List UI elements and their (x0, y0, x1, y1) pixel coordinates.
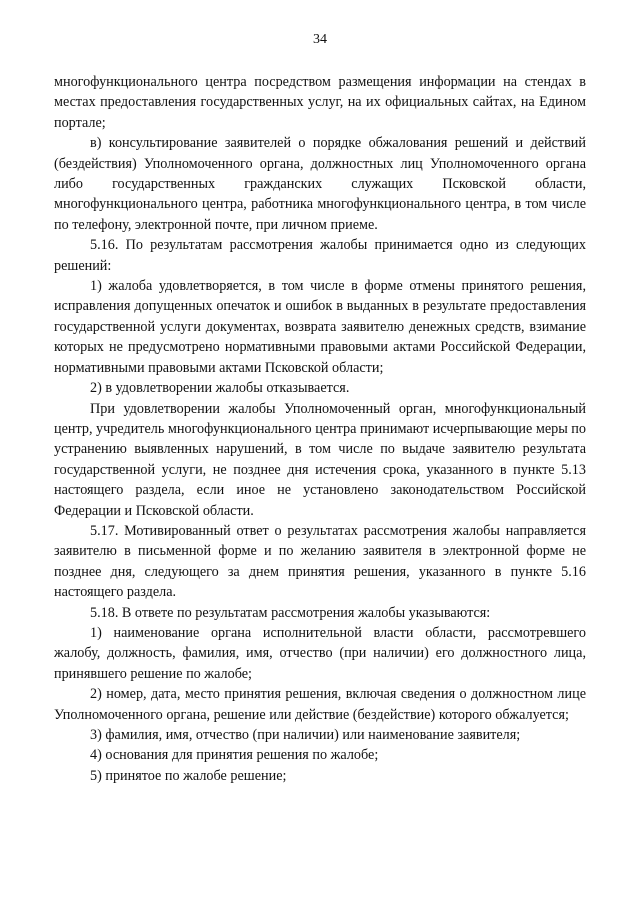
paragraph-item-v: в) консультирование заявителей о порядке обжалования решений и действий (бездействия) Уполномоченного органа, должностных лиц Уполномоченного органа либо государственных гражданских служащих Псковской области, многофункционального центра, работника многофункционального центра, в том числе по телефону, электронной почте, при личном приеме. (54, 135, 586, 233)
paragraph-5-16-item-2: 2) в удовлетворении жалобы отказывается. (90, 380, 350, 397)
document-body (54, 72, 586, 786)
paragraph-5-16-item-1: 1) жалоба удовлетворяется, в том числе в форме отмены принятого решения, исправления допущенных опечаток и ошибок в выданных в результате предоставления государственной услуги документах, возврата заявителю денежных средств, взимание которых не предусмотрено нормативными правовыми актами Российской Федерации, нормативными правовыми актами Псковской области; (54, 278, 586, 376)
paragraph-satisfaction: При удовлетворении жалобы Уполномоченный орган, многофункциональный центр, учредитель многофункционального центра принимают исчерпывающие меры по устранению выявленных нарушений, в том числе по выдаче заявителю результата государственной услуги, не позднее дня истечения срока, указанного в пункте 5.13 настоящего раздела, если иное не установлено законодательством Российской Федерации и Псковской области. (54, 400, 586, 519)
paragraph-5-18-item-4: 4) основания для принятия решения по жалобе; (90, 747, 379, 764)
page-number: 34 (313, 32, 327, 47)
paragraph-5-18-item-2: 2) номер, дата, место принятия решения, включая сведения о должностном лице Уполномоченного органа, решение или действие (бездействие) которого обжалуется; (54, 686, 586, 723)
paragraph-5-18-item-3: 3) фамилия, имя, отчество (при наличии) или наименование заявителя; (90, 727, 521, 743)
paragraph-5-18-item-5: 5) принятое по жалобе решение; (90, 767, 287, 784)
paragraph-5-16: 5.16. По результатам рассмотрения жалобы принимается одно из следующих решений: (54, 237, 586, 274)
paragraph-5-17: 5.17. Мотивированный ответ о результатах рассмотрения жалобы направляется заявителю в письменной форме и по желанию заявителя в электронной форме не позднее дня, следующего за днем принятия решения, указанного в пункте 5.16 настоящего раздела. (54, 522, 586, 601)
paragraph-5-18: 5.18. В ответе по результатам рассмотрения жалобы указываются: (90, 604, 491, 621)
paragraph-5-18-item-1: 1) наименование органа исполнительной власти области, рассмотревшего жалобу, должность, фамилия, имя, отчество (при наличии) его должностного лица, принявшего решение по жалобе; (54, 624, 586, 682)
paragraph-continuation: многофункционального центра посредством размещения информации на стендах в местах предоставления государственных услуг, на их официальных сайтах, на Едином портале; (54, 74, 586, 131)
